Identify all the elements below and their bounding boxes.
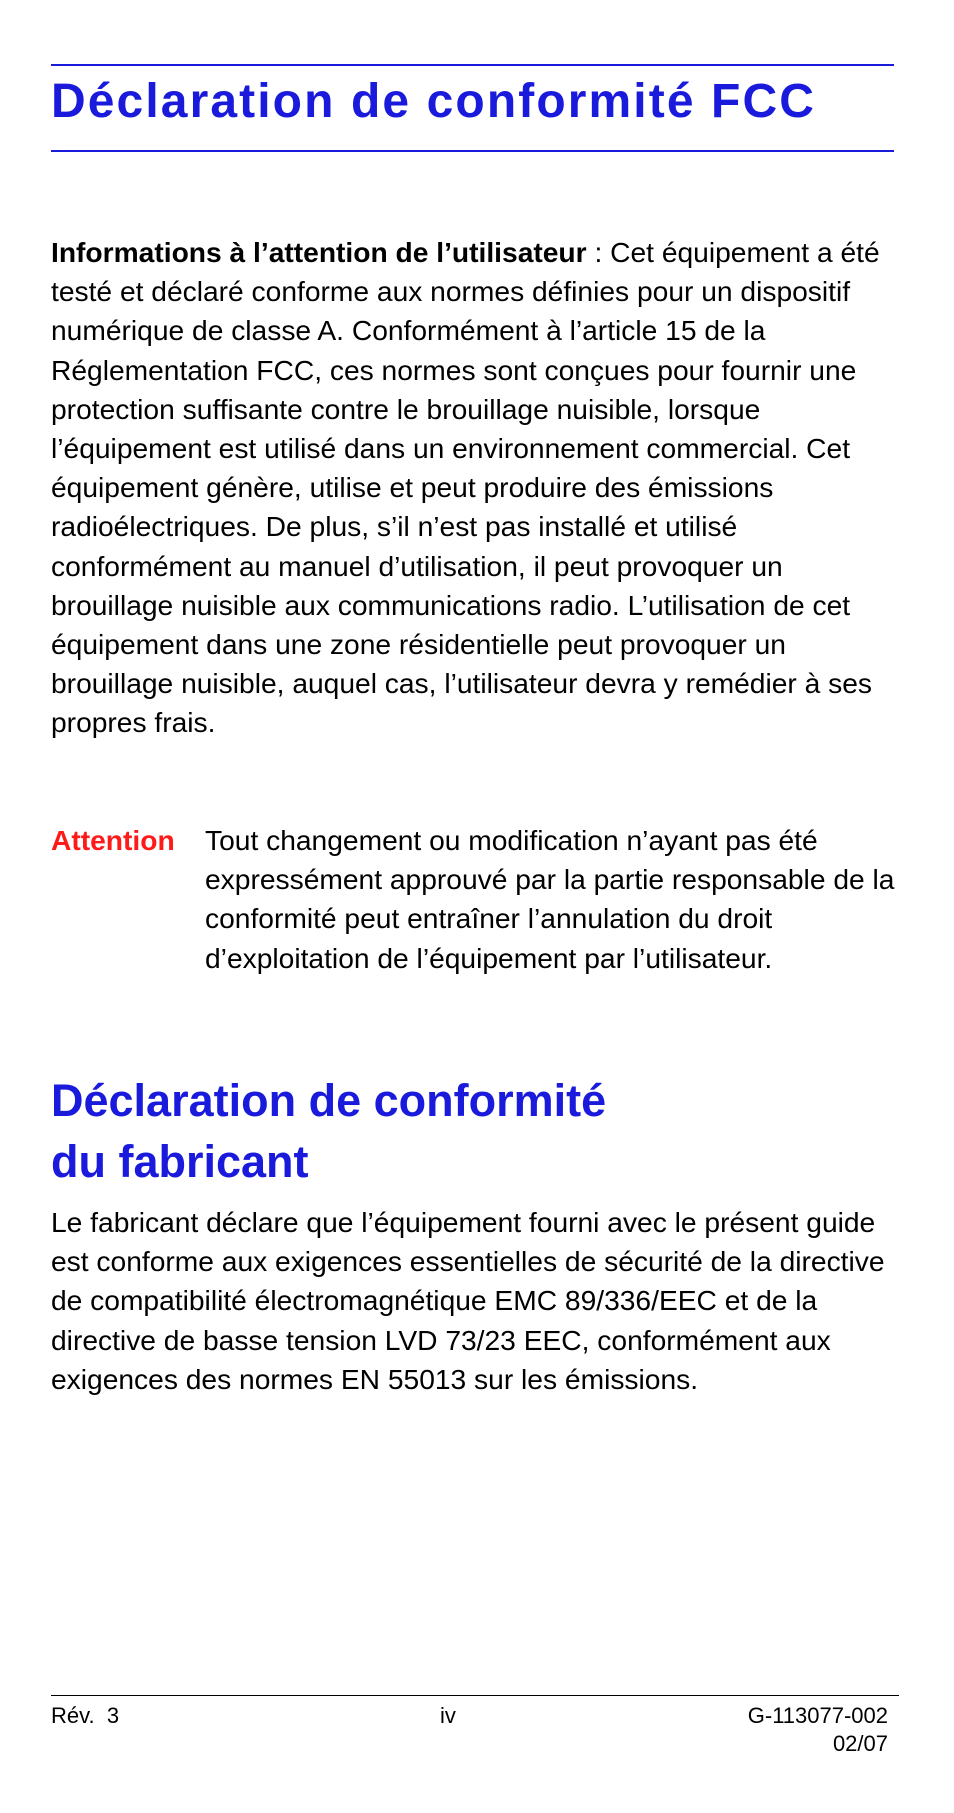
footer-date: 02/07 xyxy=(832,1731,888,1756)
manufacturer-paragraph: Le fabricant déclare que l’équipement fourni avec le présent guide est conforme aux exigences essentielles de sécurité de la directive de compatibilité électromagnétique EMC 89/336/EEC et de la directive de basse tension LVD 73/23 EEC, conformément aux exigences des normes EN 55013 sur les émissions. xyxy=(51,1206,885,1395)
footer-doc-info xyxy=(748,1702,888,1758)
title-rule-bottom xyxy=(51,150,894,152)
fcc-paragraph-text: : Cet équipement a été testé et déclaré conforme aux normes définies pour un dispositif numérique de classe A. Conformément à l’article 15 de la Réglementation FCC, ces normes sont conçues pour fournir une protection suffisante contre le brouillage nuisible, lorsque l’équipement est utilisé dans un environnement commercial. Cet équipement génère, utilise et peut produire des émissions radioélectriques. De plus, s’il n’est pas installé et utilisé conformément au manuel d’utilisation, il peut provoquer un brouillage nuisible aux communications radio. L’utilisation de cet équipement dans une zone résidentielle peut provoquer un brouillage nuisible, auquel cas, l’utilisateur devra y remédier à ses propres frais. xyxy=(51,236,880,739)
manufacturer-heading-line1: Déclaration de conformité xyxy=(51,1075,607,1126)
manufacturer-heading-line2: du fabricant xyxy=(51,1136,309,1187)
attention-label: Attention xyxy=(51,824,175,856)
footer-revision: Rév. 3 xyxy=(51,1703,120,1728)
title-rule-top xyxy=(51,64,894,66)
attention-text: Tout changement ou modification n’ayant pas été expressément approuvé par la partie responsable de la conformité peut entraîner l’annulation du droit d’exploitation de l’équipement par l’utilisateur. xyxy=(205,824,895,974)
footer-page-number: iv xyxy=(440,1703,456,1728)
manufacturer-heading xyxy=(51,1070,911,1192)
footer-doc-number: G-113077-002 xyxy=(747,1703,888,1728)
footer-rule xyxy=(51,1695,899,1696)
fcc-paragraph-lead: Informations à l’attention de l’utilisateur xyxy=(51,236,587,268)
page-title: Déclaration de conformité FCC xyxy=(51,75,817,128)
fcc-paragraph xyxy=(51,233,903,743)
